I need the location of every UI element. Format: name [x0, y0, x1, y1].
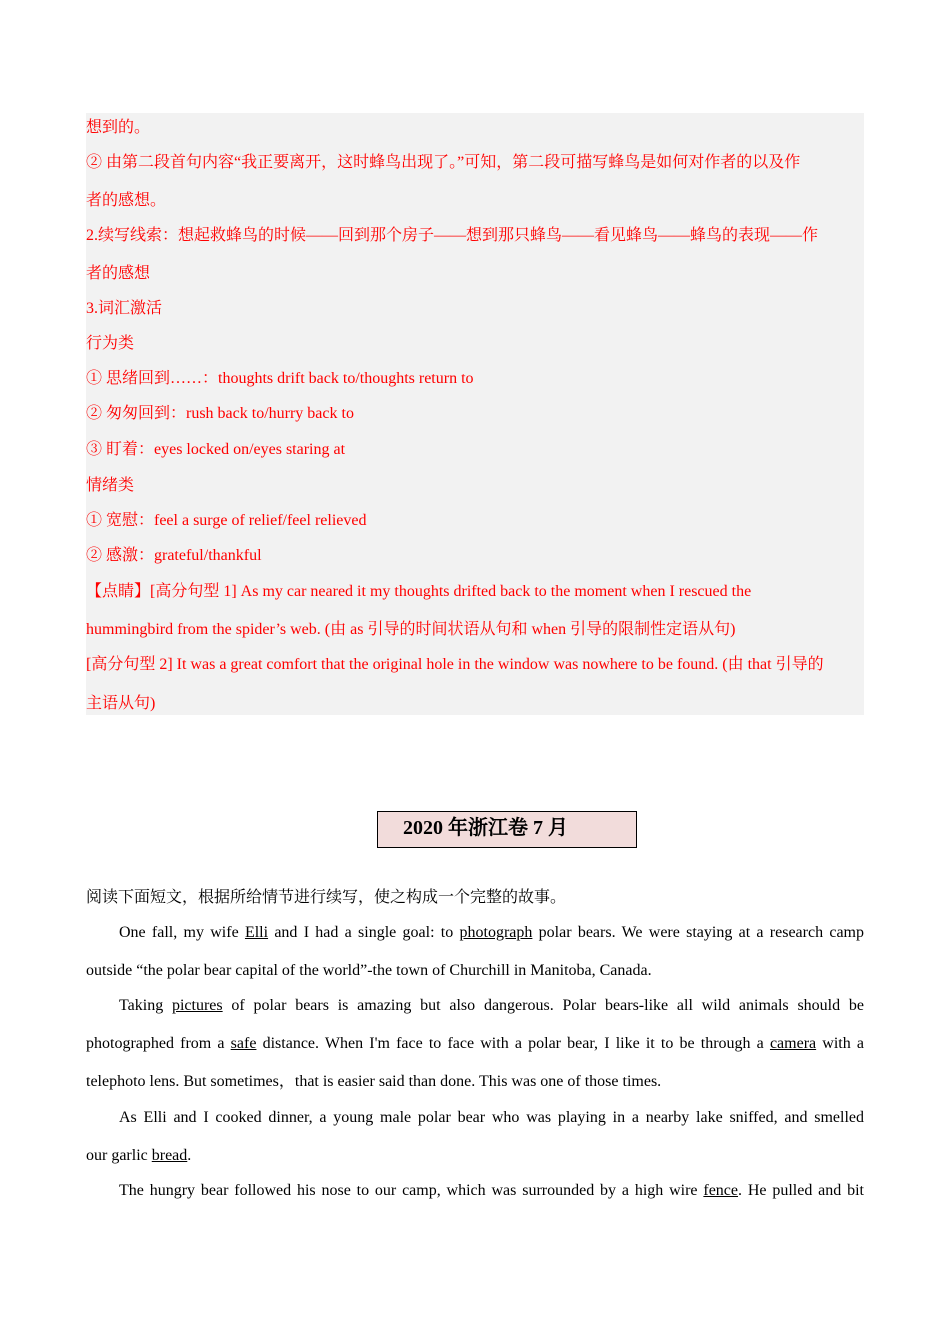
underlined-word: pictures	[171, 997, 223, 1014]
note-line: 者的感想	[86, 265, 151, 282]
underlined-word: safe	[230, 1035, 257, 1052]
underlined-word: photograph	[459, 924, 533, 941]
underlined-word: Elli	[244, 924, 269, 941]
note-line: 想到的。	[86, 119, 151, 136]
underlined-word: fence	[703, 1182, 739, 1199]
underlined-word: camera	[769, 1035, 817, 1052]
note-line: ③ 盯着：eyes locked on/eyes staring at	[86, 441, 346, 458]
note-line: 【点睛】[高分句型 1] As my car neared it my thoughts drifted back to the moment when I rescued the	[86, 583, 752, 600]
story-paragraph-3-line-2: our garlic bread.	[86, 1147, 192, 1164]
story-paragraph-1-line-1: One fall, my wife Elli and I had a single goal: to photograph polar bears. We were staying at a research camp	[119, 924, 865, 941]
note-line: 者的感想。	[86, 192, 167, 209]
story-paragraph-2-line-3: telephoto lens. But sometimes，that is easier said than done. This was one of those times.	[86, 1073, 662, 1090]
note-line: ② 匆匆回到：rush back to/hurry back to	[86, 405, 354, 422]
story-paragraph-2-line-2: photographed from a safe distance. When I'm face to face with a polar bear, I like it to be through a camera with a	[86, 1035, 865, 1052]
story-paragraph-2-line-1: Taking pictures of polar bears is amazing but also dangerous. Polar bears-like all wild animals should be	[119, 997, 864, 1014]
note-line: 行为类	[86, 335, 135, 352]
note-line: ② 由第二段首句内容“我正要离开，这时蜂鸟出现了。”可知，第二段可描写蜂鸟是如何对作者的以及作	[86, 154, 801, 171]
note-line: ② 感激：grateful/thankful	[86, 547, 262, 564]
note-line: 情绪类	[86, 477, 135, 494]
note-line: 3.词汇激活	[86, 300, 163, 317]
note-line: hummingbird from the spider’s web. (由 as 引导的时间状语从句和 when 引导的限制性定语从句)	[86, 621, 736, 638]
note-line: 主语从句)	[86, 695, 156, 712]
story-paragraph-3-line-1: As Elli and I cooked dinner, a young male polar bear who was playing in a nearby lake sniffed, and smelled	[119, 1109, 864, 1126]
instruction-text: 阅读下面短文，根据所给情节进行续写，使之构成一个完整的故事。	[86, 889, 567, 906]
underlined-word: bread	[151, 1147, 188, 1164]
story-paragraph-4-line-1: The hungry bear followed his nose to our camp, which was surrounded by a high wire fence. He pulled and bit	[119, 1182, 865, 1199]
note-line: 2.续写线索：想起救蜂鸟的时候——回到那个房子——想到那只蜂鸟——看见蜂鸟——蜂鸟的表现——作	[86, 227, 819, 244]
section-title: 2020 年浙江卷 7 月	[403, 817, 568, 839]
note-line: [高分句型 2] It was a great comfort that the original hole in the window was nowhere to be found. (由 that 引导的	[86, 656, 824, 673]
note-line: ① 宽慰：feel a surge of relief/feel relieved	[86, 512, 367, 529]
story-paragraph-1-line-2: outside “the polar bear capital of the world”-the town of Churchill in Manitoba, Canada.	[86, 962, 652, 979]
note-line: ① 思绪回到……：thoughts drift back to/thoughts return to	[86, 370, 474, 387]
